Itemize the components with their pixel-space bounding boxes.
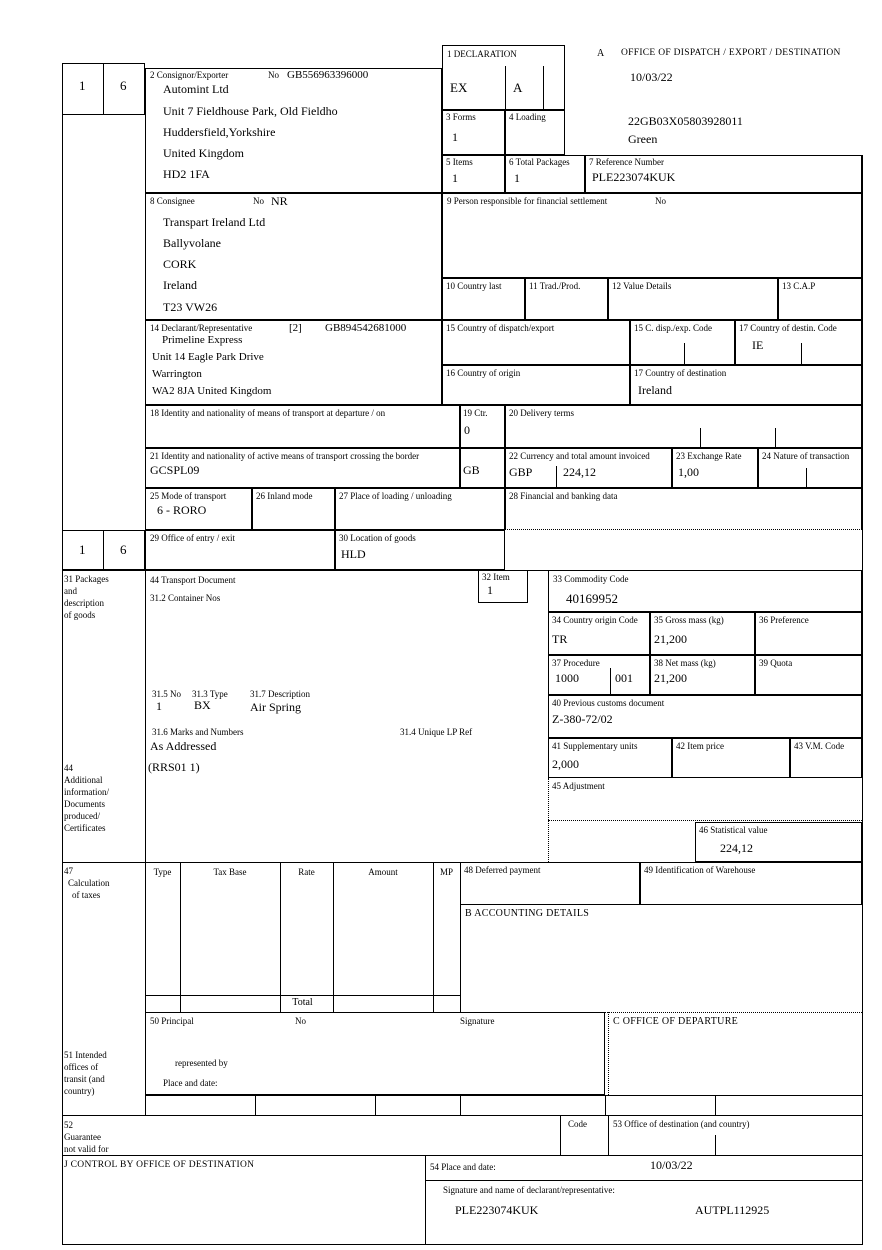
box13-label: 13 C.A.P [782,281,816,291]
divider [425,1155,426,1244]
box54-label: 54 Place and date: [430,1162,496,1172]
box32-label: 32 Item [482,572,510,582]
tax-column-header: MP [439,867,453,877]
transit-cell-divider [460,1095,461,1115]
box5-label: 5 Items [446,157,473,167]
divider [610,668,611,695]
office-a-title: OFFICE OF DISPATCH / EXPORT / DESTINATION [621,48,841,58]
box51-label-line: 51 Intended [64,1050,107,1060]
packages-no-value: 1 [156,699,162,713]
box5-value: 1 [452,171,458,185]
box25-value: 6 - RORO [157,503,207,517]
tax-column-header: Amount [368,867,398,877]
packages-type-value: BX [194,698,211,712]
declarant-address-line: WA2 8JA United Kingdom [152,385,272,397]
box50-signature-label: Signature [460,1016,495,1026]
box10-label: 10 Country last [446,281,502,291]
box32-value: 1 [487,583,493,597]
box31-label-line: and [64,586,77,596]
tax-table-column-divider [280,862,281,1012]
section-b-header: B ACCOUNTING DETAILS [465,908,590,919]
box25-label: 25 Mode of transport [150,491,227,501]
consignee-id: NR [271,194,288,208]
consignee-address-line: Ballyvolane [163,236,221,250]
box45-label: 45 Adjustment [552,781,605,791]
box53-label: 53 Office of destination (and country) [613,1119,750,1129]
box3-label: 3 Forms [446,112,476,122]
box52-label-line: Guarantee [64,1132,101,1142]
box3-value: 1 [452,130,458,144]
tax-total-divider [145,995,460,996]
box36-label: 36 Preference [759,615,809,625]
copy-number: 1 [79,78,86,93]
box21-value: GCSPL09 [150,463,200,477]
divider [806,468,807,488]
declarant-address-line: Unit 14 Eagle Park Drive [152,351,264,363]
box54-signature-label: Signature and name of declarant/representative: [443,1185,615,1195]
consignor-address-line: Huddersfield,Yorkshire [163,125,276,139]
box30-value: HLD [341,547,366,561]
tax-table-column-divider [333,862,334,1012]
consignor-eori: GB556963396000 [287,69,369,81]
box47-label-line: 47 [64,866,73,876]
box34-value: TR [552,632,568,646]
container-nos-label: 31.2 Container Nos [150,593,221,603]
box1-label: 1 DECLARATION [447,49,517,59]
box33-label: 33 Commodity Code [553,574,629,584]
outer-left-border [62,63,63,1244]
box21-label: 21 Identity and nationality of active means of transport crossing the border [150,451,420,461]
divider [715,1135,716,1155]
divider [608,1115,609,1155]
copy-number: 6 [120,542,127,557]
packages-type-label: 31.3 Type [192,689,228,699]
consignor-address-line: Unit 7 Fieldhouse Park, Old Fieldho [163,104,338,118]
box44-label-line: produced/ [64,811,100,821]
place-date-label: Place and date: [163,1078,218,1088]
transit-cell-divider [605,1095,606,1115]
box22-amount: 224,12 [563,465,596,479]
box20-label: 20 Delivery terms [509,408,574,418]
box44-label-line: Documents [64,799,105,809]
consignee-address-line: Ireland [163,278,197,292]
box19-value: 0 [464,423,470,437]
box50-label: 50 Principal [150,1016,194,1026]
declarant-address-line: Warrington [152,368,202,380]
box54-reference: PLE223074KUK [455,1203,539,1217]
box37-value2: 001 [615,671,633,685]
tax-table-column-divider [180,862,181,1012]
transit-cell-divider [715,1095,716,1115]
box2-no-label: No [268,70,279,80]
consignor-postcode: HD2 1FA [163,167,210,181]
box46-label: 46 Statistical value [699,825,768,835]
box52-code-label: Code [568,1119,587,1129]
box44-label-line: Certificates [64,823,106,833]
box47-label-line: of taxes [72,890,101,900]
box9-no-label: No [655,196,666,206]
box24-label: 24 Nature of transaction [762,451,850,461]
box27-label: 27 Place of loading / unloading [339,491,452,501]
box16-label: 16 Country of origin [446,368,521,378]
divider [801,343,802,365]
box46-value: 224,12 [720,841,753,855]
box49-label: 49 Identification of Warehouse [644,865,756,875]
dotted-divider [608,1012,609,1095]
box7-label: 7 Reference Number [589,157,664,167]
box28-label: 28 Financial and banking data [509,491,618,501]
box50-no-label: No [295,1016,306,1026]
box15b-label: 15 C. disp./exp. Code [634,323,712,333]
consignor-name: Automint Ltd [163,82,229,96]
copy-number: 1 [79,542,86,557]
marks-numbers-value: As Addressed [150,739,217,753]
box8-no-label: No [253,196,264,206]
box17a-value: IE [752,338,764,352]
office-a-date: 10/03/22 [630,70,673,84]
transit-cell-divider [375,1095,376,1115]
declaration-type: EX [450,80,468,95]
divider [560,1115,561,1155]
box18-label: 18 Identity and nationality of means of transport at departure / on [150,408,386,418]
tax-total-label: Total [292,997,313,1008]
box42-label: 42 Item price [676,741,724,751]
box43-label: 43 V.M. Code [794,741,845,751]
box35-value: 21,200 [654,632,687,646]
box47-label-line: Calculation [68,878,110,888]
transport-document-label: 44 Transport Document [150,575,236,585]
box22-currency: GBP [509,465,533,479]
box23-label: 23 Exchange Rate [676,451,742,461]
box51-label-line: country) [64,1086,95,1096]
consignor-address-line: United Kingdom [163,146,244,160]
box2-label: 2 Consignor/Exporter [150,70,229,80]
box7-value: PLE223074KUK [592,170,676,184]
represented-by-label: represented by [175,1058,228,1068]
transit-cells-top [145,1095,862,1096]
box52-label-line: 52 [64,1120,73,1130]
box37-value1: 1000 [555,671,579,685]
divider [700,428,701,448]
box51-label-line: offices of [64,1062,99,1072]
box40-value: Z-380-72/02 [552,712,613,726]
box6-value: 1 [514,171,520,185]
box39-label: 39 Quota [759,658,793,668]
office-a-letter: A [597,48,605,59]
copy-number: 6 [120,78,127,93]
box8-label: 8 Consignee [150,196,195,206]
box38-value: 21,200 [654,671,687,685]
box48-label: 48 Deferred payment [464,865,541,875]
box12-label: 12 Value Details [612,281,672,291]
consignee-address-line: CORK [163,257,197,271]
outer-bottom-border [62,1244,863,1245]
box23-value: 1,00 [678,465,699,479]
box51-label-line: transit (and [64,1074,105,1084]
dotted-divider [605,1012,862,1013]
box41-value: 2,000 [552,757,579,771]
tax-column-header: Tax Base [213,867,247,877]
box31-label-line: of goods [64,610,96,620]
divider [684,343,685,365]
dotted-divider [548,820,862,821]
consignee-name: Transpart Ireland Ltd [163,215,266,229]
declarant-eori: GB894542681000 [325,322,407,334]
declarant-code: [2] [289,322,302,334]
box9-label: 9 Person responsible for financial settlement [447,196,608,206]
consignee-postcode: T23 VW26 [163,300,218,314]
goods-description-value: Air Spring [250,700,301,714]
box34-label: 34 Country origin Code [552,615,638,625]
box26-label: 26 Inland mode [256,491,313,501]
box38-label: 38 Net mass (kg) [654,658,716,668]
divider [425,1180,862,1181]
divider [543,66,544,110]
box44-label-line: Additional [64,775,103,785]
box6-label: 6 Total Packages [509,157,570,167]
section-c-header: C OFFICE OF DEPARTURE [613,1016,739,1027]
box44-label-line: information/ [64,787,109,797]
box44-value: (RRS01 1) [148,760,200,774]
tax-table-column-divider [433,862,434,1012]
transit-cell-divider [255,1095,256,1115]
box31-label-line: description [64,598,104,608]
box52-label-line: not valid for [64,1144,109,1154]
box37-label: 37 Procedure [552,658,600,668]
box40-label: 40 Previous customs document [552,698,665,708]
box17a-label: 17 Country of destin. Code [739,323,837,333]
packages-no-label: 31.5 No [152,689,181,699]
tax-column-header: Rate [298,867,315,877]
box54-authorisation: AUTPL112925 [695,1203,770,1217]
box44-label-line: 44 [64,763,73,773]
box30-label: 30 Location of goods [339,533,416,543]
box41-label: 41 Supplementary units [552,741,638,751]
box31-label-line: 31 Packages [64,574,109,584]
routing-indicator: Green [628,132,658,146]
box33-value: 40169952 [566,591,618,606]
row-divider [62,1155,862,1156]
box29-label: 29 Office of entry / exit [150,533,236,543]
box19-label: 19 Ctr. [463,408,488,418]
marks-numbers-label: 31.6 Marks and Numbers [152,727,244,737]
section-j-header: J CONTROL BY OFFICE OF DESTINATION [64,1160,255,1170]
divider [505,66,506,110]
movement-reference-number: 22GB03X05803928011 [628,114,743,128]
box21-nationality: GB [463,463,480,477]
declaration-subtype: A [513,80,523,95]
box22-label: 22 Currency and total amount invoiced [509,451,650,461]
box4-label: 4 Loading [509,112,546,122]
unique-lp-ref-label: 31.4 Unique LP Ref [400,727,473,737]
tax-column-header: Type [153,867,172,877]
box15-label: 15 Country of dispatch/export [446,323,555,333]
outer-right-border [862,155,863,1244]
box14-label: 14 Declarant/Representative [150,323,253,333]
box35-label: 35 Gross mass (kg) [654,615,724,625]
box11-label: 11 Trad./Prod. [529,281,581,291]
box17-value: Ireland [638,383,672,397]
row-divider [62,1115,862,1116]
divider [556,466,557,488]
divider [775,428,776,448]
goods-description-label: 31.7 Description [250,689,310,699]
declarant-name: Primeline Express [162,334,243,346]
box17-label: 17 Country of destination [634,368,727,378]
box54-date: 10/03/22 [650,1158,693,1172]
